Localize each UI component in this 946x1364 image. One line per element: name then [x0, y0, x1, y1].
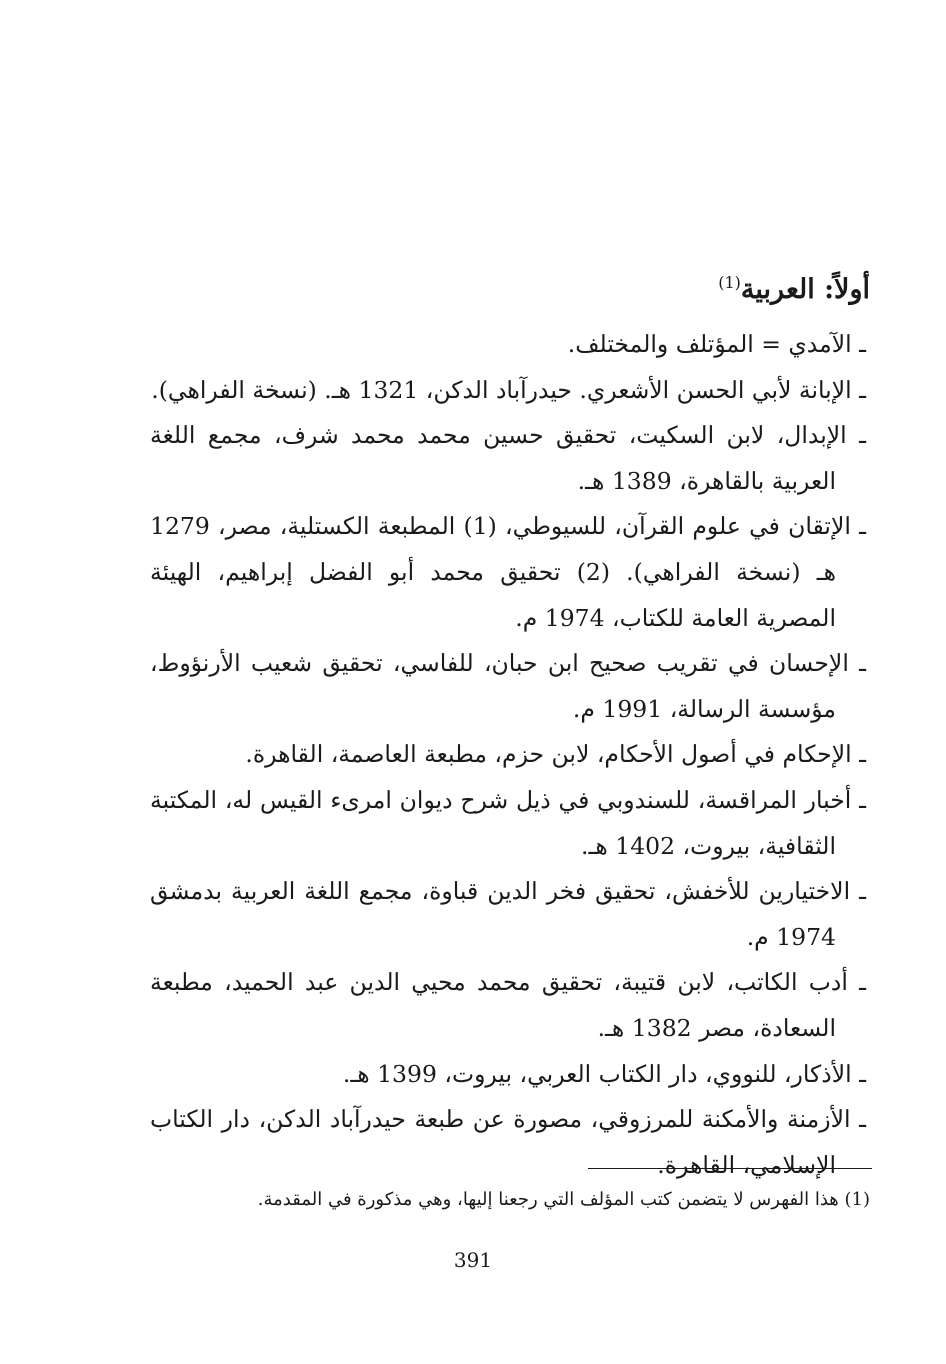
bibliography-entry: ـ الأذكار، للنووي، دار الكتاب العربي، بيروت، 1399 هـ.: [342, 1059, 866, 1088]
bibliography-list: [150, 322, 866, 1188]
bibliography-entry: ـ الإبانة لأبي الحسن الأشعري. حيدرآباد الدكن، 1321 هـ. (نسخة الفراهي).: [151, 375, 866, 404]
section-heading: [718, 268, 870, 312]
footnote-marker: (1): [718, 273, 741, 292]
footnote: (1) هذا الفهرس لا يتضمن كتب المؤلف التي رجعنا إليها، وهي مذكورة في المقدمة.: [257, 1189, 870, 1210]
bibliography-entry: ـ أخبار المراقسة، للسندوبي في ذيل شرح ديوان امرىء القيس له، المكتبة الثقافية، بيروت، 1402 هـ.: [150, 785, 866, 860]
page-number: 391: [453, 1248, 493, 1272]
footnote-divider: [588, 1168, 872, 1169]
bibliography-entry: ـ الآمدي = المؤتلف والمختلف.: [567, 330, 866, 358]
bibliography-entry: ـ الأزمنة والأمكنة للمرزوقي، مصورة عن طبعة حيدرآباد الدكن، دار الكتاب الإسلامي، القاهرة.: [150, 1105, 866, 1179]
bibliography-entry: ـ أدب الكاتب، لابن قتيبة، تحقيق محمد محيي الدين عبد الحميد، مطبعة السعادة، مصر 1382 هـ.: [150, 968, 866, 1042]
bibliography-entry: ـ الاختيارين للأخفش، تحقيق فخر الدين قباوة، مجمع اللغة العربية بدمشق 1974 م.: [150, 877, 866, 951]
bibliography-entry: ـ الإحكام في أصول الأحكام، لابن حزم، مطبعة العاصمة، القاهرة.: [245, 740, 866, 769]
section-heading-text: أولاً: العربية: [740, 274, 870, 305]
bibliography-entry: ـ الإتقان في علوم القرآن، للسيوطي، (1) المطبعة الكستلية، مصر، 1279 هـ (نسخة الفراهي). (2) تحقيق محمد أبو الفضل إبراهيم، الهيئة المصرية العامة للكتاب، 1974 م.: [150, 512, 866, 632]
bibliography-entry: ـ الإبدال، لابن السكيت، تحقيق حسين محمد محمد شرف، مجمع اللغة العربية بالقاهرة، 1389 هـ.: [150, 421, 866, 495]
bibliography-entry: ـ الإحسان في تقريب صحيح ابن حبان، للفاسي، تحقيق شعيب الأرنؤوط، مؤسسة الرسالة، 1991 م.: [150, 649, 866, 723]
